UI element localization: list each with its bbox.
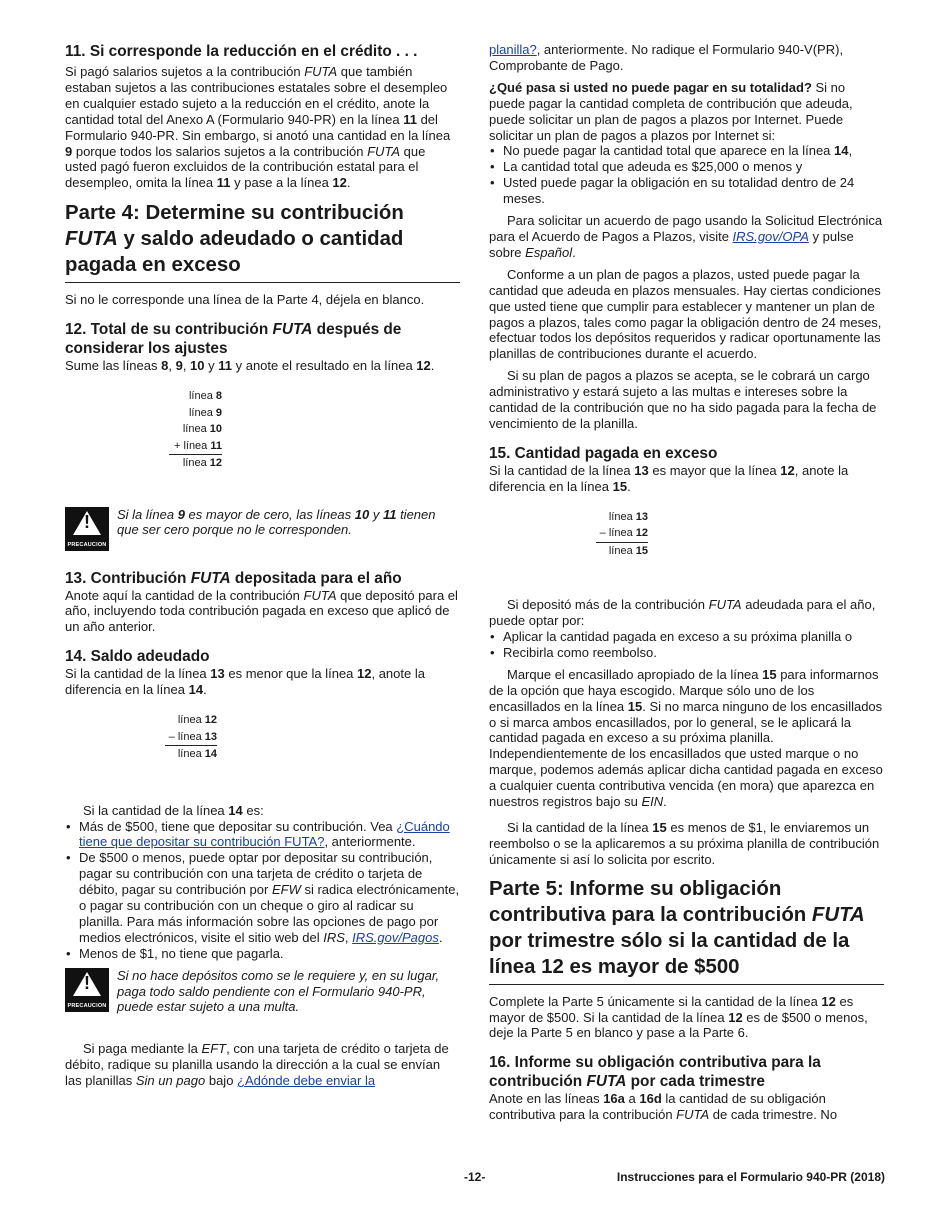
caution-note-2 bbox=[65, 968, 460, 1016]
overpaid-paragraph: Si depositó más de la contribución FUTA adeudada para el año, puede optar por: bbox=[489, 597, 876, 629]
bullet-25000: • La cantidad total que adeuda es $25,000 o menos y bbox=[489, 159, 884, 175]
link-when-deposit[interactable]: ¿Cuándo tiene que depositar su contribución FUTA? bbox=[79, 818, 450, 850]
section-15-text: Si la cantidad de la línea 13 es mayor que la línea 12, anote la diferencia en la línea 15. bbox=[489, 462, 849, 494]
page-number: -12- bbox=[464, 1170, 486, 1184]
opa-paragraph: Para solicitar un acuerdo de pago usando la Solicitud Electrónica para el Acuerdo de Pagos a Plazos, visite IRS.gov/OPA y pulse sobre Español. bbox=[489, 213, 883, 260]
section-16-text: Anote en las líneas 16a a 16d la cantidad de su obligación contributiva para la contribución FUTA de cada trimestre. No bbox=[489, 1091, 838, 1123]
link-irs-opa[interactable]: IRS.gov/OPA bbox=[732, 228, 809, 244]
calc-line: – línea 12 bbox=[596, 525, 648, 543]
installment-paragraph: Conforme a un plan de pagos a plazos, usted puede pagar la cantidad que adeuda en plazos mensuales. Hay ciertas condiciones que usted tiene que cumplir para establecer y mantener un plan de pagos a plazos, tales como pagar la obligación dentro de 24 meses, efectuar todos los depósitos requeridos y radicar oportunamente las planillas de contribuciones durante el acuerdo. bbox=[489, 266, 882, 362]
section-14-title: 14. Saldo adeudado bbox=[65, 648, 210, 666]
part-4-note: Si no le corresponde una línea de la Parte 4, déjela en blanco. bbox=[65, 292, 425, 308]
section-15-title: 15. Cantidad pagada en exceso bbox=[489, 444, 718, 462]
calc-line: línea 14 bbox=[177, 748, 217, 761]
bullet-cannot-pay: • No puede pagar la cantidad total que aparece en la línea 14, bbox=[489, 143, 884, 159]
link-where-send-cont[interactable]: planilla? bbox=[489, 42, 537, 57]
calc-line: + línea 11 bbox=[169, 438, 222, 456]
section-13-title: 13. Contribución FUTA depositada para el año bbox=[65, 569, 402, 587]
calc-line: línea 13 bbox=[608, 510, 648, 523]
cannot-pay-paragraph: ¿Qué pasa si usted no puede pagar en su totalidad? Si no puede pagar la cantidad completa de contribución que adeuda, puede solicitar un plan de pagos a plazos por Internet. Puede solicitar un plan de pagos a plazos por Internet si: bbox=[489, 79, 853, 143]
calc-line: línea 8 bbox=[188, 390, 222, 403]
section-12-title: 12. Total de su contribución FUTA después de considerar los ajustes bbox=[65, 321, 402, 358]
section-14-text: Si la cantidad de la línea 13 es menor que la línea 12, anote la diferencia en la línea 14. bbox=[65, 666, 425, 698]
section-12-text: Sume las líneas 8, 9, 10 y 11 y anote el resultado en la línea 12. bbox=[65, 358, 435, 374]
calc-line: línea 10 bbox=[182, 423, 222, 436]
bullet-500-or-less: • De $500 o menos, puede optar por depositar su contribución, pagar su contribución con una tarjeta de crédito o tarjeta de débito, pagar su contribución por EFW si radica electrónicamente, o pagar su contribución con un cheque o giro al radicar su planilla. Para más información sobre las opciones de pago por medios electrónicos, visite el sitio web del IRS, IRS.gov/Pagos. bbox=[65, 850, 460, 945]
caution-icon: ! PRECAUCION bbox=[65, 507, 109, 551]
part-5-text: Complete la Parte 5 únicamente si la cantidad de la línea 12 es mayor de $500. Si la cantidad de la línea 12 es de $500 o menos, deje la Parte 5 en blanco y pase a la Parte 6. bbox=[489, 993, 868, 1041]
line-14-calculation bbox=[65, 712, 217, 763]
fee-paragraph: Si su plan de pagos a plazos se acepta, se le cobrará un cargo administrativo y estará sujeto a las multas e intereses sobre la cantidad de la contribución que no ha sido pagada para la fecha de vencimiento de la planilla. bbox=[489, 368, 877, 431]
less-than-1-paragraph: Si la cantidad de la línea 15 es menos de $1, le enviaremos un reembolso o se la aplicaremos a su próxima planilla de contribución únicamente si así lo solicita por escrito. bbox=[489, 819, 880, 867]
bullet-apply-next: • Aplicar la cantidad pagada en exceso a su próxima planilla o bbox=[489, 629, 884, 645]
bullet-refund: • Recibirla como reembolso. bbox=[489, 645, 884, 661]
calc-line: línea 15 bbox=[608, 544, 648, 557]
footer-title: Instrucciones para el Formulario 940-PR (2018) bbox=[616, 1170, 885, 1184]
part-5-heading: Parte 5: Informe su obligación contributiva para la contribución FUTA por trimestre sólo si la cantidad de la línea 12 es mayor de $500 bbox=[489, 876, 884, 985]
caution-text-2: Si no hace depósitos como se le requiere y, en su lugar, paga todo saldo pendiente con el Formulario 940-PR, puede estar sujeto a una multa. bbox=[117, 967, 440, 1015]
bullet-24-months: • Usted puede pagar la obligación en su totalidad dentro de 24 meses. bbox=[489, 175, 884, 207]
section-13-text: Anote aquí la cantidad de la contribución FUTA que depositó para el año, incluyendo toda contribución pagada en exceso que aplicó de un año anterior. bbox=[65, 587, 458, 635]
right-column bbox=[489, 42, 884, 1123]
calc-line: línea 12 bbox=[182, 457, 222, 470]
link-irs-pagos[interactable]: IRS.gov/Pagos bbox=[352, 929, 439, 945]
caution-icon: ! PRECAUCION bbox=[65, 968, 109, 1012]
caution-note-1 bbox=[65, 507, 460, 551]
calc-line: línea 9 bbox=[188, 406, 222, 419]
calc-line: línea 12 bbox=[177, 714, 217, 727]
continuation-text: planilla?, anteriormente. No radique el Formulario 940-V(PR), Comprobante de Pago. bbox=[489, 42, 844, 73]
line-12-calculation bbox=[65, 388, 222, 472]
section-11-title: 11. Si corresponde la reducción en el crédito . . . bbox=[65, 43, 418, 60]
left-column bbox=[65, 42, 460, 1089]
calc-line: – línea 13 bbox=[165, 729, 217, 747]
caution-text-1: Si la línea 9 es mayor de cero, las líneas 10 y 11 tienen que ser cero porque no le corresponden. bbox=[117, 506, 436, 538]
link-where-send[interactable]: ¿Adónde debe enviar la bbox=[237, 1073, 376, 1089]
bullet-over-500: • Más de $500, tiene que depositar su contribución. Vea ¿Cuándo tiene que depositar su contribución FUTA?, anteriormente. bbox=[65, 819, 460, 851]
line-14-intro: Si la cantidad de la línea 14 es: bbox=[83, 802, 264, 818]
checkbox-paragraph: Marque el encasillado apropiado de la línea 15 para informarnos de la opción que haya escogido. Marque sólo uno de los encasillados en la línea 15. Si no marca ninguno de los encasillados o si marca ambos encasillados, por lo general, se le aplicará la cantidad pagada en exceso a su próxima planilla. Independientemente de los encasillados que usted marque o no marque, podemos además aplicar dicha cantidad pagada en exceso a cualquier cuenta contributiva vencida (en mora) que aparezca en nuestros registros bajo su EIN. bbox=[489, 666, 883, 810]
bullet-under-1: • Menos de $1, no tiene que pagarla. bbox=[65, 946, 460, 962]
line-15-calculation bbox=[489, 509, 648, 560]
part-4-heading: Parte 4: Determine su contribución FUTA y saldo adeudado o cantidad pagada en exceso bbox=[65, 200, 460, 283]
section-16-title: 16. Informe su obligación contributiva para la contribución FUTA por cada trimestre bbox=[489, 1054, 821, 1091]
section-11-text: Si pagó salarios sujetos a la contribución FUTA que también estaban sujetos a las contribuciones estatales sobre el desempleo en cualquier estado sujeto a la reducción en el crédito, anote la cantidad total del Anexo A (Formulario 940-PR) en la línea 11 del Formulario 940-PR. Sin embargo, si anotó una cantidad en la línea 9 porque todos los salarios sujetos a la contribución FUTA que usted pagó fueron excluidos de la contribución estatal para el desempleo, omita la línea 11 y pase a la línea 12. bbox=[65, 64, 451, 191]
eft-paragraph: Si paga mediante la EFT, con una tarjeta de crédito o tarjeta de débito, radique su planilla usando la dirección a la cual se envían las planillas Sin un pago bajo ¿Adónde debe enviar la bbox=[65, 1041, 449, 1089]
